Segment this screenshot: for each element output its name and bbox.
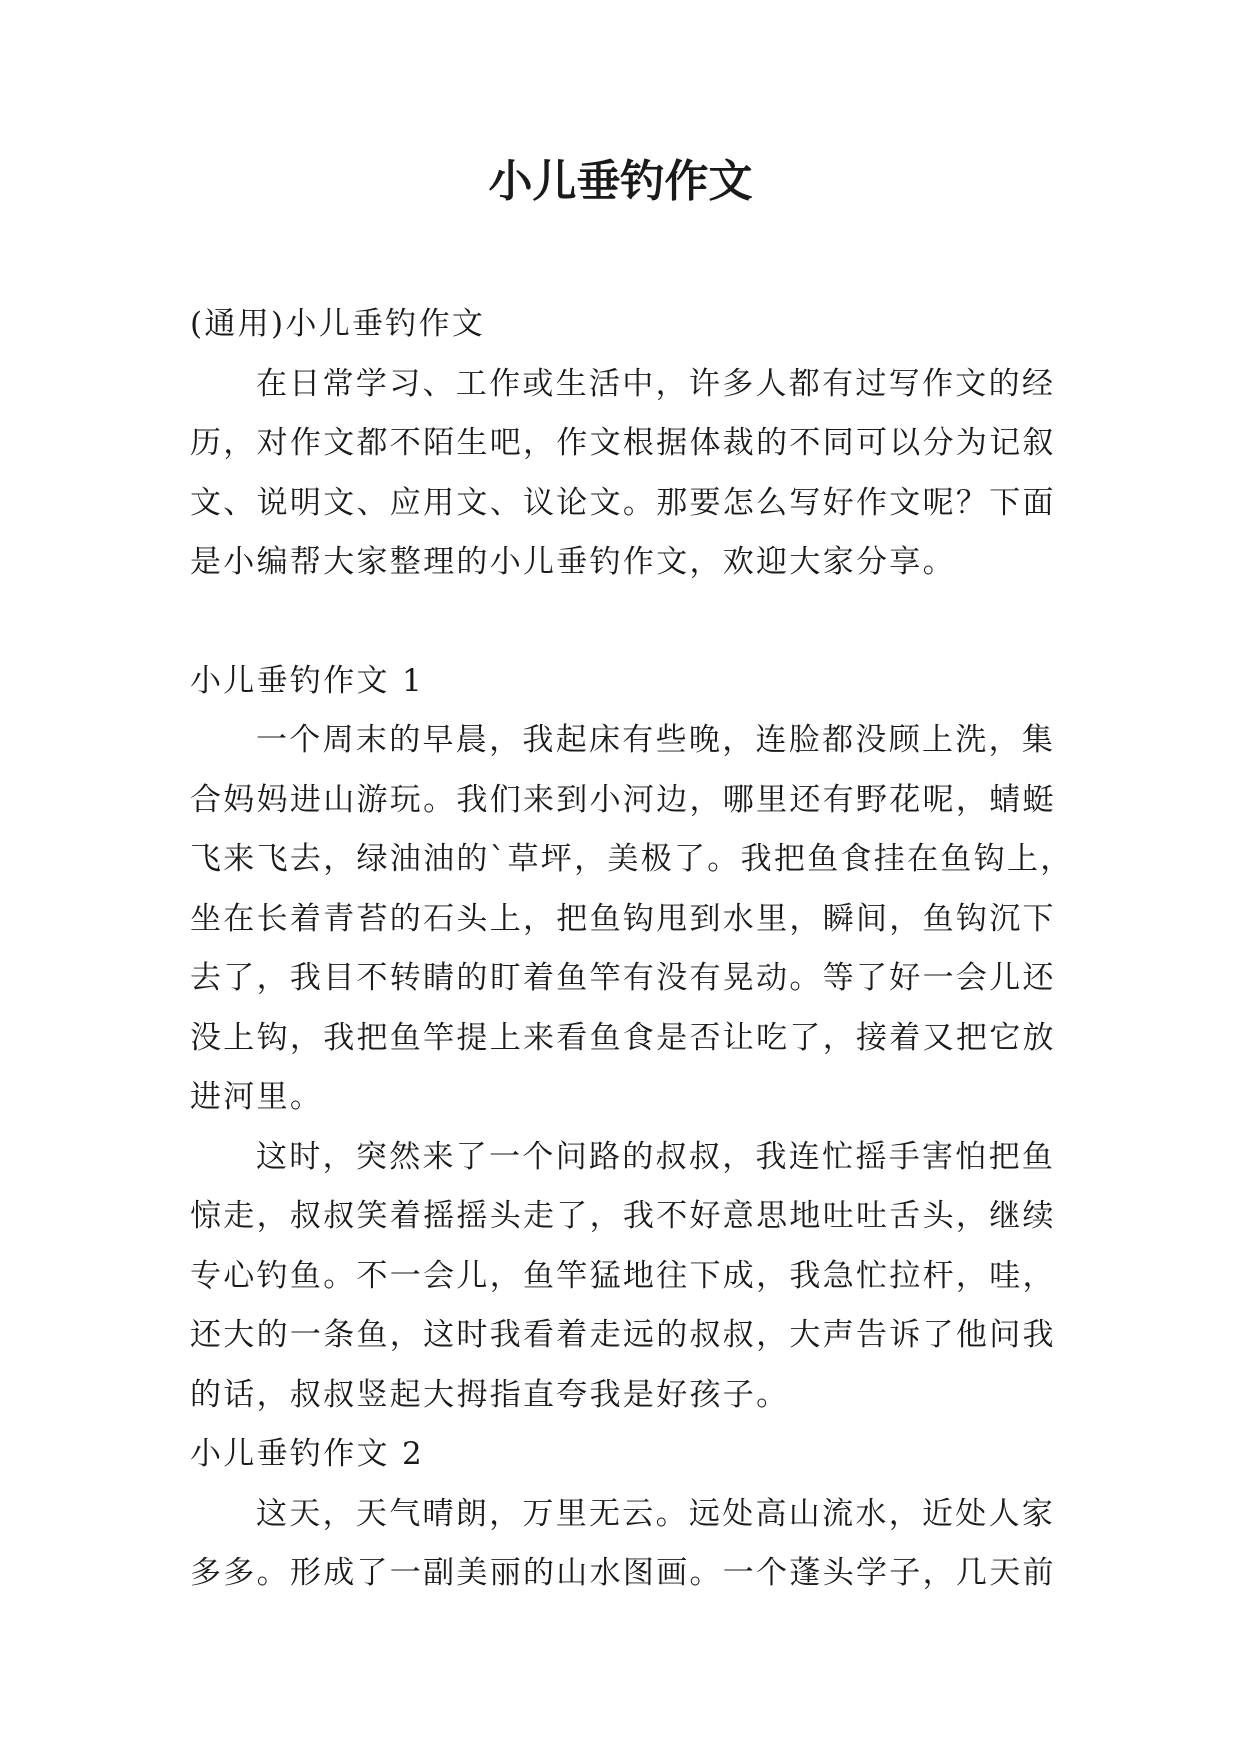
essay1-paragraph-1: [190, 711, 1074, 1128]
essay2-paragraph-1: [190, 1485, 1056, 1604]
intro-line: 在日常学习、工作或生活中，许多人都有过写作文的经: [256, 365, 1056, 402]
essay1-p2-line: 惊走，叔叔笑着摇摇头走了，我不好意思地吐吐舌头，继续: [190, 1198, 1056, 1234]
essay1-p1-line: 没上钩，我把鱼竿提上来看鱼食是否让吃了，接着又把它放: [190, 1019, 1056, 1056]
essay1-p1-line: 飞来飞去，绿油油的`草坪，美极了。我把鱼食挂在鱼钩上，: [190, 841, 1074, 877]
essay1-p1-line: 合妈妈进山游玩。我们来到小河边，哪里还有野花呢，蜻蜓: [190, 781, 1056, 818]
essay1-p2-line: 还大的一条鱼，这时我看着走远的叔叔，大声告诉了他问我: [190, 1317, 1056, 1353]
essay1-p1-line: 去了，我目不转睛的盯着鱼竿有没有晃动。等了好一会儿还: [190, 960, 1056, 996]
essay1-paragraph-2: [190, 1128, 1056, 1426]
essay2-p1-line: 这天，天气晴朗，万里无云。远处高山流水，近处人家: [256, 1495, 1056, 1532]
document-body: [190, 295, 1074, 1604]
essay1-p2-line: 的话，叔叔竖起大拇指直夸我是好孩子。: [190, 1376, 790, 1413]
intro-line: 是小编帮大家整理的小儿垂钓作文，欢迎大家分享。: [190, 544, 956, 580]
intro-line: 历，对作文都不陌生吧，作文根据体裁的不同可以分为记叙: [190, 425, 1056, 461]
essay1-p2-line: 这时，突然来了一个问路的叔叔，我连忙摇手害怕把鱼: [256, 1138, 1056, 1175]
essay1-p1-line: 坐在长着青苔的石头上，把鱼钩甩到水里，瞬间，鱼钩沉下: [190, 900, 1056, 937]
essay1-p1-line: 进河里。: [190, 1079, 324, 1115]
essay2-heading: 小儿垂钓作文 2: [190, 1436, 424, 1472]
paragraph-gap: [190, 593, 1050, 652]
document-subtitle: (通用)小儿垂钓作文: [190, 306, 486, 342]
essay1-p1-line: 一个周末的早晨，我起床有些晚，连脸都没顾上洗，集: [256, 722, 1056, 758]
intro-paragraph: [190, 355, 1056, 593]
essay1-p2-line: 专心钓鱼。不一会儿，鱼竿猛地往下成，我急忙拉杆，哇，: [190, 1257, 1056, 1294]
essay2-p1-line: 多多。形成了一副美丽的山水图画。一个蓬头学子，几天前: [190, 1555, 1056, 1591]
essay1-heading: 小儿垂钓作文 1: [190, 662, 424, 699]
document-title: 小儿垂钓作文: [488, 156, 753, 207]
intro-line: 文、说明文、应用文、议论文。那要怎么写好作文呢？下面: [190, 484, 1056, 521]
